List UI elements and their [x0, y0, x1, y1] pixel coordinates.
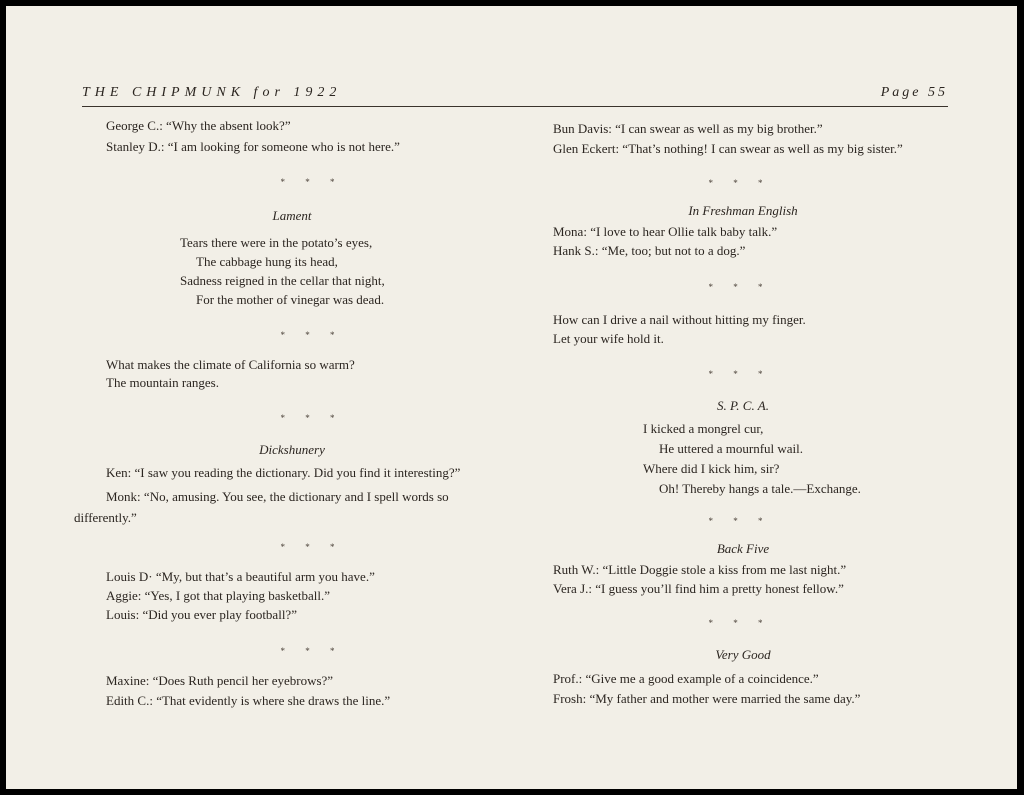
- lament-line-2: The cabbage hung its head,: [196, 254, 338, 269]
- dickshunery-title: Dickshunery: [259, 442, 325, 457]
- spca-line-2: He uttered a mournful wail.: [659, 441, 804, 456]
- publication-title: THE CHIPMUNK for 1922: [82, 85, 342, 100]
- vera-line: Vera J.: “I guess you’ll find him a pretty honest fellow.”: [553, 581, 844, 596]
- ken-line: Ken: “I saw you reading the dictionary. Did you find it interesting?”: [106, 465, 461, 480]
- freshman-english-title: In Freshman English: [688, 203, 798, 218]
- louis-d-line: Louis D· “My, but that’s a beautiful arm you have.”: [106, 569, 375, 584]
- back-five-title: Back Five: [716, 541, 770, 556]
- lament-line-3: Sadness reigned in the cellar that night,: [180, 273, 385, 288]
- nail-answer: Let your wife hold it.: [553, 331, 664, 346]
- page-number: Page 55: [880, 85, 948, 100]
- spca-line-4: Oh! Thereby hangs a tale.—Exchange.: [659, 481, 861, 496]
- spca-line-3: Where did I kick him, sir?: [643, 461, 780, 476]
- section-divider: * * *: [708, 516, 772, 526]
- climate-answer: The mountain ranges.: [106, 375, 219, 390]
- maxine-line: Maxine: “Does Ruth pencil her eyebrows?”: [106, 673, 334, 688]
- header-rule: [82, 106, 948, 107]
- frosh-line: Frosh: “My father and mother were married the same day.”: [553, 691, 861, 706]
- section-divider: * * *: [708, 282, 772, 292]
- monk-line: Monk: “No, amusing. You see, the dictionary and I spell words so differently.”: [74, 489, 449, 525]
- nail-question: How can I drive a nail without hitting my finger.: [553, 312, 806, 327]
- section-divider: * * *: [280, 330, 344, 340]
- running-header: [82, 85, 948, 111]
- lament-line-4: For the mother of vinegar was dead.: [196, 292, 385, 307]
- section-divider: * * *: [708, 618, 772, 628]
- prof-line: Prof.: “Give me a good example of a coincidence.”: [553, 671, 819, 686]
- very-good-title: Very Good: [715, 647, 771, 662]
- section-divider: * * *: [280, 646, 344, 656]
- spca-line-1: I kicked a mongrel cur,: [643, 421, 764, 436]
- stanley-line: Stanley D.: “I am looking for someone who is not here.”: [106, 139, 400, 154]
- edith-line: Edith C.: “That evidently is where she draws the line.”: [106, 693, 391, 708]
- section-divider: * * *: [280, 413, 344, 423]
- louis-line: Louis: “Did you ever play football?”: [106, 607, 297, 622]
- section-divider: * * *: [708, 178, 772, 188]
- section-divider: * * *: [708, 369, 772, 379]
- section-divider: * * *: [280, 177, 344, 187]
- page: [6, 6, 1017, 789]
- climate-question: What makes the climate of California so warm?: [106, 357, 355, 372]
- ruth-line: Ruth W.: “Little Doggie stole a kiss from me last night.”: [553, 562, 847, 577]
- george-line: George C.: “Why the absent look?”: [106, 118, 291, 133]
- mona-line: Mona: “I love to hear Ollie talk baby talk.”: [553, 224, 778, 239]
- glen-line: Glen Eckert: “That’s nothing! I can swear as well as my big sister.”: [553, 141, 903, 156]
- bun-line: Bun Davis: “I can swear as well as my big brother.”: [553, 121, 823, 136]
- aggie-line: Aggie: “Yes, I got that playing basketball.”: [106, 588, 330, 603]
- section-divider: * * *: [280, 542, 344, 552]
- spca-title: S. P. C. A.: [717, 398, 769, 413]
- lament-line-1: Tears there were in the potato’s eyes,: [180, 235, 373, 250]
- hank-line: Hank S.: “Me, too; but not to a dog.”: [553, 243, 746, 258]
- lament-title: Lament: [272, 208, 312, 223]
